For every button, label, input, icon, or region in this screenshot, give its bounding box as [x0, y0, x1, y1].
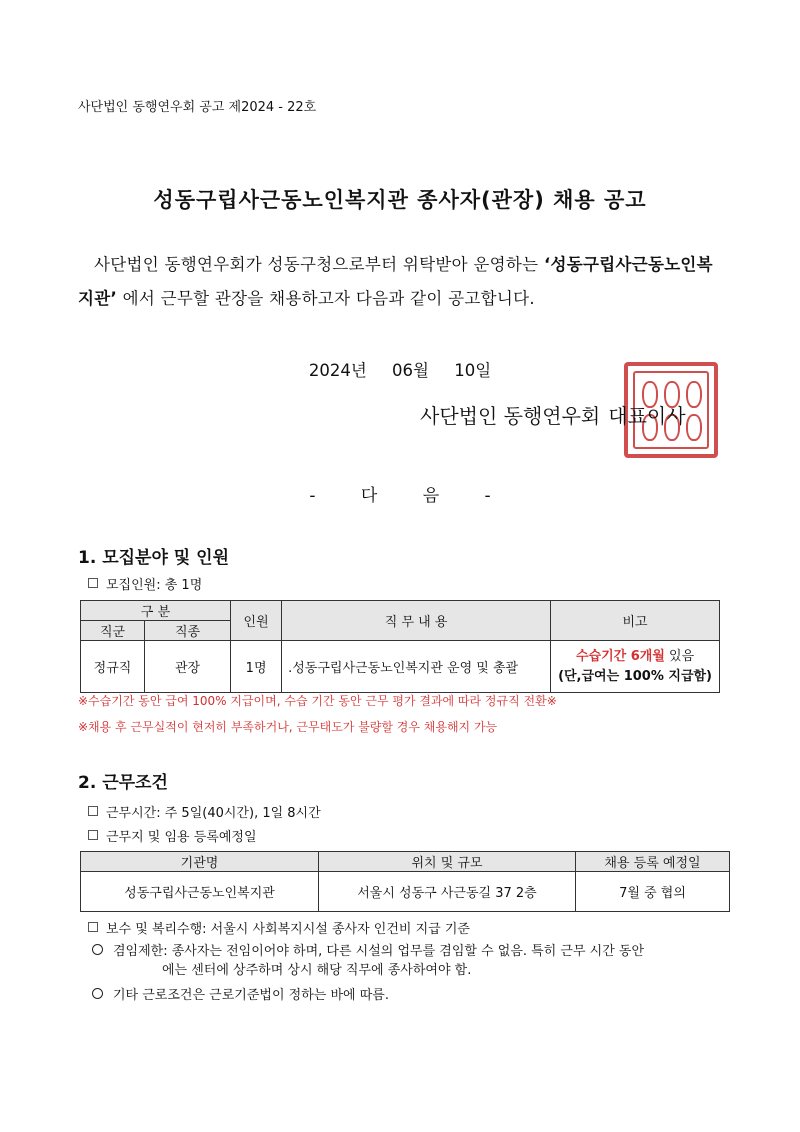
cell-location: 서울시 성동구 사근동길 37 2층: [319, 872, 576, 912]
cell-count: 1명: [231, 641, 282, 693]
cell-reg-date: 7월 중 협의: [576, 872, 730, 912]
header-duty: 직 무 내 용: [282, 601, 551, 641]
date-day: 10일: [454, 361, 492, 380]
signer-org: 사단법인 동행연우회: [420, 404, 601, 428]
square-bullet-icon: [88, 830, 98, 840]
table-row: [81, 872, 730, 912]
probation-text: 수습기간 6개월: [575, 648, 665, 664]
intro-facility-name: ‘성동구립사근동노인복지관’: [78, 255, 713, 308]
notice-number: 사단법인 동행연우회 공고 제2024 - 22호: [78, 100, 317, 115]
workplace-bullet: [88, 826, 257, 845]
pay-note: (단,급여는 100% 지급함): [558, 668, 713, 684]
section2-title: 2. 근무조건: [78, 773, 168, 793]
table-row: [81, 641, 720, 693]
recruitment-table: [80, 600, 720, 693]
recruit-count-bullet: [88, 574, 202, 593]
header-job-type: 직종: [145, 621, 231, 641]
square-bullet-icon: [88, 806, 98, 816]
probation-note: ※수습기간 동안 급여 100% 지급이며, 수습 기간 동안 근무 평가 결과에 따라 정규직 전환※: [78, 694, 557, 708]
workplace-table: [80, 851, 730, 912]
signer: [420, 400, 686, 429]
header-job-group: 직군: [81, 621, 145, 641]
header-note: 비고: [551, 601, 720, 641]
termination-note: ※채용 후 근무실적이 현저히 부족하거나, 근무태도가 불량할 경우 채용해지 가능: [78, 720, 498, 734]
recruit-count-text: 모집인원: 총 1명: [106, 578, 203, 593]
cell-institution: 성동구립사근동노인복지관: [81, 872, 319, 912]
cell-group: 정규직: [81, 641, 145, 693]
other-conditions: [92, 986, 389, 1005]
work-hours-bullet: [88, 802, 321, 821]
intro-paragraph: [78, 248, 728, 316]
concurrent-text-2: 에는 센터에 상주하며 상시 해당 직무에 종사하여야 함.: [162, 963, 472, 978]
header-group: 구 분: [81, 601, 231, 621]
work-hours-text: 근무시간: 주 5일(40시간), 1일 8시간: [106, 806, 321, 821]
cell-note: [551, 641, 720, 693]
pay-text: 보수 및 복리수행: 서울시 사회복지시설 종사자 인건비 지급 기준: [106, 922, 470, 937]
other-conditions-text: 기타 근로조건은 근로기준법이 정하는 바에 따름.: [113, 988, 389, 1003]
header-location: 위치 및 규모: [319, 852, 576, 872]
square-bullet-icon: [88, 578, 98, 588]
circle-bullet-icon: [92, 944, 103, 955]
square-bullet-icon: [88, 922, 98, 932]
circle-bullet-icon: [92, 988, 103, 999]
cell-duty: .성동구립사근동노인복지관 운영 및 총괄: [282, 641, 551, 693]
page-title: 성동구립사근동노인복지관 종사자(관장) 채용 공고: [153, 188, 647, 212]
pay-bullet: [88, 918, 470, 937]
workplace-text: 근무지 및 임용 등록예정일: [106, 830, 257, 845]
probation-after: 있음: [664, 648, 695, 664]
concurrent-text-1: 겸임제한: 종사자는 전임이어야 하며, 다른 시설의 업무를 겸임할 수 없음. 특히 근무 시간 동안: [113, 944, 645, 959]
header-count: 인원: [231, 601, 282, 641]
header-reg-date: 채용 등록 예정일: [576, 852, 730, 872]
date-year: 2024년: [308, 361, 367, 380]
section-heading: - 다 음 -: [309, 486, 491, 506]
signer-rep: 대표이사: [608, 404, 686, 428]
cell-type: 관장: [145, 641, 231, 693]
concurrent-restriction: [92, 942, 732, 980]
section1-title: 1. 모집분야 및 인원: [78, 548, 229, 568]
header-institution: 기관명: [81, 852, 319, 872]
intro-text-2: 에서 근무할 관장을 채용하고자 다음과 같이 공고합니다.: [117, 289, 535, 308]
intro-text-1: 사단법인 동행연우회가 성동구청으로부터 위탁받아 운영하는: [94, 255, 544, 274]
date-month: 06월: [392, 361, 429, 380]
